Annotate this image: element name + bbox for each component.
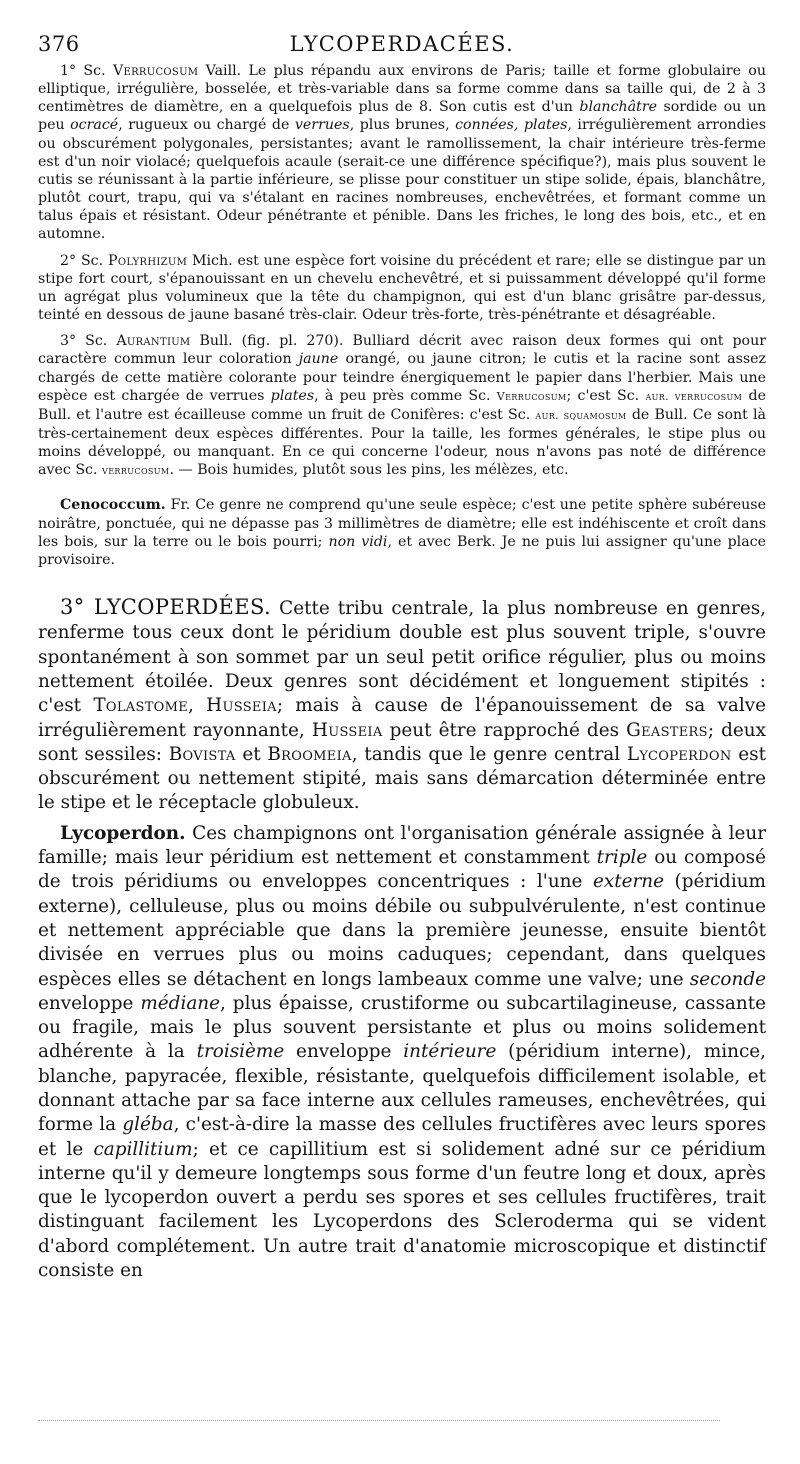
genus-name: Geasters: [626, 719, 708, 741]
italic-term: externe: [592, 871, 665, 893]
species-number: 3° Sc.: [60, 333, 108, 350]
tribe-lycoperdees: [38, 595, 766, 816]
genus-name: Broomeia: [267, 743, 352, 765]
species-name: Aurantium: [116, 333, 191, 350]
italic-term: plates: [270, 387, 315, 404]
genus-name: Husseia: [311, 719, 383, 741]
text: est obscurément ou nettement stipité, mais sans démarcation déterminée entre le stipe et le réceptacle globuleux.: [38, 743, 766, 814]
bottom-rule: [38, 1420, 720, 1421]
page-number: 376: [38, 32, 80, 56]
species-polyrhizum: [38, 252, 766, 325]
italic-term: blanchâtre: [579, 99, 657, 116]
species-notes: [38, 62, 766, 569]
text: ; deux sont sessiles:: [38, 719, 766, 765]
text: . — Bois humides, plutôt sous les pins, les mélèzes, etc.: [169, 462, 569, 479]
text: ; c'est Sc.: [566, 387, 646, 404]
genus-lycoperdon: [38, 822, 766, 1284]
species-number: 2° Sc.: [60, 252, 104, 269]
text: , irrégulièrement arrondies ou obscurément polygonales, persistantes; avant le ramollissement, la chair intérieure très-ferme est d'un noir violacé; quelquefois acaule (serait-ce une différence spécifique?), mais plus souvent le cutis se réunissant à la partie inférieure, se plisse pour constituer un stipe solide, épais, blanchâtre, plutôt court, trapu, qui va s'étalant en racines nombreuses, enchevêtrées, et formant comme un talus épais et résistant. Odeur pénétrante et pénible. Dans les friches, le long des bois, etc., et en automne.: [38, 117, 766, 243]
text: (péridium interne), mince, blanche, papyracée, flexible, résistante, quelquefois difficilement isolable, et donnant attache par sa face interne aux cellules rameuses, enchevêtrées, qui forme la: [38, 1041, 767, 1136]
text: ou composé de trois péridiums ou enveloppes concentriques : l'une: [38, 847, 767, 893]
species-name: Polyrhizum: [107, 252, 188, 269]
text: ,: [188, 695, 207, 717]
species-name: verrucosum: [102, 464, 170, 478]
text: de Bull. Ce sont là très-certainement deux espèces différentes. Pour la taille, les formes générales, le stipe plus ou moins développé, ou manquant. En ce qui concerne l'odeur, nous n'avons pas noté de différence avec Sc.: [38, 406, 766, 479]
genus-name: Lycoperdon: [626, 743, 732, 765]
text: peut être rapproché des: [382, 719, 627, 741]
italic-term: seconde: [689, 968, 766, 990]
text: Vaill. Le plus répandu aux environs de Paris; taille et forme globulaire ou elliptique, irrégulière, bosselée, et très-variable dans sa forme comme dans sa taille qui, de 2 à 3 centimètres de diamètre, en a quelquefois plus de 8. Son cutis est d'un: [38, 63, 766, 116]
text: sordide ou un peu: [38, 99, 766, 134]
tribe-section: [38, 595, 766, 1283]
italic-term: verrues: [294, 117, 350, 134]
text: (péridium externe), celluleuse, plus ou moins débile ou subpulvérulente, n'est continue et nettement appréciable que dans la première jeunesse, ensuite bientôt divisée en verrues plus ou moins caduques; cependant, dans quelques espèces elles se détachent en longs lambeaux comme une valve; une: [38, 871, 766, 990]
text: , et avec Berk. Je ne puis lui assigner qu'une place provisoire.: [38, 533, 766, 568]
text: enveloppe: [284, 1041, 404, 1063]
species-aurantium: [38, 332, 766, 480]
italic-term: ocracé: [70, 117, 119, 134]
text: de Bull. et l'autre est écailleuse comme un fruit de Conifères: c'est Sc.: [38, 387, 766, 423]
italic-term: jaune: [298, 351, 339, 368]
genus-name: Lycoperdon.: [60, 822, 186, 844]
italic-term: médiane: [140, 992, 221, 1014]
text: Cette tribu centrale, la plus nombreuse en genres, renferme tous ceux dont le péridium double est plus souvent triple, s'ouvre spontanément à son sommet par un seul petit orifice régulier, plus ou moins nettement étoilée. Deux genres sont décidément et longuement stipités : c'est: [38, 598, 766, 717]
text: enveloppe: [38, 992, 141, 1014]
species-name: Verrucosum: [112, 63, 199, 79]
genus-name: Cenococcum.: [60, 497, 166, 514]
species-name: aur. squamosum: [535, 408, 627, 422]
text: , à peu près comme Sc.: [314, 387, 497, 404]
running-title: LYCOPERDACÉES.: [289, 32, 515, 56]
text: , tandis que le genre central: [351, 743, 627, 765]
genus-name: Bovista: [168, 743, 236, 765]
italic-term: triple: [596, 847, 648, 869]
italic-term: troisième: [196, 1041, 285, 1063]
text: , plus brunes,: [349, 117, 456, 134]
text: Fr. Ce genre ne comprend qu'une seule espèce; c'est une petite sphère subéreuse noirâtre, ponctuée, qui ne dépasse pas 3 millimètres de diamètre; elle est indéhiscente et croît dans les bois, sur la terre ou le bois pourri;: [38, 497, 766, 550]
tribe-heading: 3° LYCOPERDÉES.: [60, 595, 272, 620]
text: orangé, ou jaune citron; le cutis et la racine sont assez chargés de cette matière colorante pour teindre énergiquement le papier dans l'herbier. Mais une espèce est chargée de verrues: [38, 351, 766, 404]
text: ; mais à cause de l'épanouissement de sa valve irrégulièrement rayonnante,: [38, 695, 766, 741]
italic-term: intérieure: [403, 1041, 497, 1063]
species-verrucosum: [38, 62, 766, 244]
text: Ces champignons ont l'organisation générale assignée à leur famille; mais leur péridium est nettement et constamment: [38, 822, 766, 869]
italic-term: non vidi: [328, 533, 388, 550]
text: ; et ce capillitium est si solidement adné sur ce péridium interne qu'il y demeure longtemps sous forme d'un feutre long et doux, après que le lycoperdon ouvert a perdu ses spores et ses cellules fructifères, trait distinguant facilement les Lycoperdons des Scleroderma qui se vident d'abord complétement. Un autre trait d'anatomie microscopique et distinctif consiste en: [38, 1138, 766, 1282]
species-name: Verrucosum: [496, 389, 567, 403]
italic-term: connées, plates: [455, 117, 568, 134]
genus-cenococcum: [38, 496, 766, 569]
text: , rugueux ou chargé de: [118, 117, 295, 134]
genus-name: Husseia: [206, 695, 277, 717]
text: Bull. (fig. pl. 270). Bulliard décrit avec raison deux formes qui ont pour caractère commun leur coloration: [38, 333, 766, 368]
text: , plus épaisse, crustiforme ou subcartilagineuse, cassante ou fragile, mais le plus souvent persistante et plus ou moins solidement adhérente à la: [38, 992, 766, 1063]
italic-term: gléba: [122, 1114, 174, 1136]
species-name: aur. verrucosum: [645, 389, 743, 403]
text: , c'est-à-dire la masse des cellules fructifères avec leurs spores et le: [38, 1114, 767, 1160]
text: Mich. est une espèce fort voisine du précédent et rare; elle se distingue par un stipe fort court, s'épanouissant en un chevelu enchevêtré, et si puissamment développé qu'il forme un agrégat plus volumineux que la tête du champignon, qui est d'un blanc grisâtre par-dessus, teinté en dessous de jaune basané très-clair. Odeur très-forte, très-pénétrante et désagréable.: [38, 252, 767, 324]
species-number: 1° Sc.: [60, 63, 106, 79]
page-header: [38, 28, 766, 62]
text: et: [235, 743, 268, 765]
genus-name: Tolastome: [93, 695, 189, 717]
italic-term: capillitium: [93, 1138, 193, 1160]
